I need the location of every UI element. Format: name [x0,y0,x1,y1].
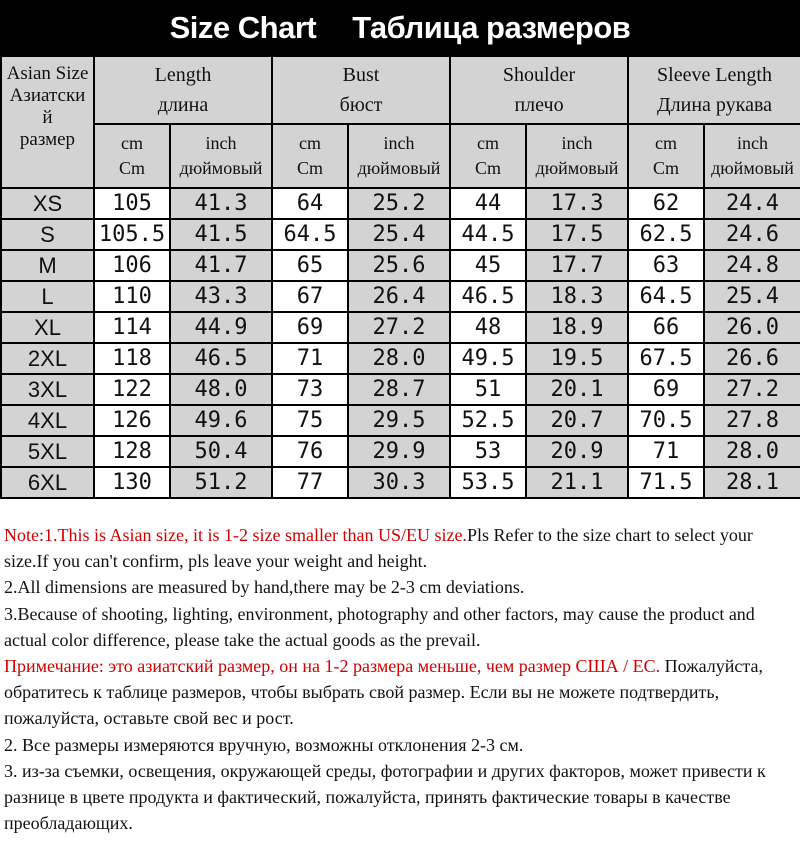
unit-cm-header [628,124,704,188]
cm-value-cell: 110 [94,281,170,312]
size-label-cell: L [1,281,94,312]
cm-value-cell: 53.5 [450,467,526,498]
cm-value-cell: 71 [628,436,704,467]
inch-value-cell: 29.5 [348,405,450,436]
table-body [1,56,800,498]
inch-value-cell: 50.4 [170,436,272,467]
cm-value-cell: 76 [272,436,348,467]
size-label-cell: 4XL [1,405,94,436]
cm-value-cell: 64.5 [272,219,348,250]
unit-cm-header [94,124,170,188]
cm-value-cell: 66 [628,312,704,343]
unit-label: inch [737,133,769,153]
note-ru-1-warning: Примечание: это азиатский размер, он на 1-2 размера меньше, чем размер США / ЕС. [4,656,661,677]
inch-value-cell: 24.4 [704,188,800,219]
unit-inch-header [704,124,800,188]
cm-value-cell: 126 [94,405,170,436]
table-row [1,405,800,436]
cm-value-cell: 63 [628,250,704,281]
table-row [1,436,800,467]
unit-inch-header [526,124,628,188]
table-row [1,467,800,498]
asian-size-label-line: размер [19,129,76,150]
size-label-cell: S [1,219,94,250]
size-label-cell: 2XL [1,343,94,374]
unit-label: inch [561,133,593,153]
size-label-cell: XS [1,188,94,219]
group-header-en: Length [154,64,212,86]
inch-value-cell: 25.2 [348,188,450,219]
cm-value-cell: 67 [272,281,348,312]
inch-value-cell: 20.1 [526,374,628,405]
unit-cm-header [450,124,526,188]
inch-value-cell: 20.7 [526,405,628,436]
inch-value-cell: 28.1 [704,467,800,498]
inch-value-cell: 26.0 [704,312,800,343]
cm-value-cell: 75 [272,405,348,436]
size-label-cell: XL [1,312,94,343]
inch-value-cell: 17.7 [526,250,628,281]
cm-value-cell: 67.5 [628,343,704,374]
cm-value-cell: 130 [94,467,170,498]
asian-size-header-cell [1,56,94,188]
cm-value-cell: 71 [272,343,348,374]
inch-value-cell: 44.9 [170,312,272,343]
unit-label: Cm [475,158,502,178]
inch-value-cell: 25.6 [348,250,450,281]
cm-value-cell: 77 [272,467,348,498]
table-row [1,219,800,250]
title-russian: Таблица размеров [352,9,631,45]
cm-value-cell: 44.5 [450,219,526,250]
inch-value-cell: 27.2 [704,374,800,405]
unit-label: дюймовый [357,158,441,178]
inch-value-cell: 41.7 [170,250,272,281]
inch-value-cell: 28.0 [704,436,800,467]
group-header-en: Shoulder [502,64,576,86]
unit-inch-header [170,124,272,188]
inch-value-cell: 24.8 [704,250,800,281]
table-row [1,343,800,374]
cm-value-cell: 105 [94,188,170,219]
inch-value-cell: 29.9 [348,436,450,467]
note-1-warning: Note:1.This is Asian size, it is 1-2 size smaller than US/EU size. [4,525,467,545]
unit-label: Cm [296,158,323,178]
group-header-en: Sleeve Length [657,64,772,86]
inch-value-cell: 48.0 [170,374,272,405]
size-label-cell: M [1,250,94,281]
group-header-ru: длина [157,94,209,116]
inch-value-cell: 49.6 [170,405,272,436]
unit-label: inch [205,133,237,153]
cm-value-cell: 114 [94,312,170,343]
inch-value-cell: 51.2 [170,467,272,498]
shoulder-group-header [450,56,628,124]
cm-value-cell: 106 [94,250,170,281]
cm-value-cell: 73 [272,374,348,405]
inch-value-cell: 30.3 [348,467,450,498]
cm-value-cell: 64.5 [628,281,704,312]
length-group-header [94,56,272,124]
cm-value-cell: 118 [94,343,170,374]
inch-value-cell: 17.3 [526,188,628,219]
inch-value-cell: 26.6 [704,343,800,374]
table-row [1,281,800,312]
unit-label: cm [299,133,321,153]
unit-label: Cm [653,158,680,178]
cm-value-cell: 64 [272,188,348,219]
unit-label: дюймовый [179,158,263,178]
inch-value-cell: 28.7 [348,374,450,405]
unit-label: cm [121,133,143,153]
inch-value-cell: 20.9 [526,436,628,467]
note-ru-3: 3. из-за съемки, освещения, окружающей среды, фотографии и других факторов, может привести к разнице в цвете продукта и фактический, пожалуйста, принять фактические товары в качестве преобладающих. [4,760,766,834]
notes-section [4,522,798,836]
cm-value-cell: 71.5 [628,467,704,498]
inch-value-cell: 25.4 [704,281,800,312]
note-3: 3.Because of shooting, lighting, environment, photography and other factors, may cause the product and actual color difference, please take the actual goods as the prevail. [4,603,755,650]
group-header-row [1,56,800,124]
table-row [1,250,800,281]
asian-size-label-line: й [42,107,53,128]
inch-value-cell: 25.4 [348,219,450,250]
asian-size-label-line: Asian Size [6,63,89,84]
unit-cm-header [272,124,348,188]
unit-label: дюймовый [711,158,794,178]
unit-label: дюймовый [535,158,619,178]
cm-value-cell: 70.5 [628,405,704,436]
note-1-text: Pls Refer to the size chart to select your size.If you can't confirm, pls leave your weight and height. [4,525,753,572]
inch-value-cell: 43.3 [170,281,272,312]
cm-value-cell: 128 [94,436,170,467]
cm-value-cell: 51 [450,374,526,405]
inch-value-cell: 27.2 [348,312,450,343]
size-table [0,55,800,499]
note-ru-1 [4,653,798,732]
group-header-ru: плечо [514,94,564,116]
cm-value-cell: 62 [628,188,704,219]
inch-value-cell: 24.6 [704,219,800,250]
cm-value-cell: 44 [450,188,526,219]
group-header-en: Bust [342,64,380,86]
cm-value-cell: 49.5 [450,343,526,374]
inch-value-cell: 18.9 [526,312,628,343]
cm-value-cell: 52.5 [450,405,526,436]
unit-label: cm [655,133,678,153]
inch-value-cell: 41.3 [170,188,272,219]
sleeve-length-group-header [628,56,800,124]
table-row [1,188,800,219]
cm-value-cell: 65 [272,250,348,281]
inch-value-cell: 19.5 [526,343,628,374]
unit-label: inch [383,133,415,153]
cm-value-cell: 62.5 [628,219,704,250]
inch-value-cell: 27.8 [704,405,800,436]
unit-header-row [1,124,800,188]
size-label-cell: 6XL [1,467,94,498]
note-ru-1-text: Пожалуйста, обратитесь к таблице размеров, чтобы выбрать свой размер. Если вы не можете подтвердить, пожалуйста, оставьте свой вес и рост. [4,656,763,729]
inch-value-cell: 17.5 [526,219,628,250]
cm-value-cell: 105.5 [94,219,170,250]
bust-group-header [272,56,450,124]
cm-value-cell: 45 [450,250,526,281]
inch-value-cell: 26.4 [348,281,450,312]
size-chart-header [0,0,800,55]
cm-value-cell: 122 [94,374,170,405]
inch-value-cell: 41.5 [170,219,272,250]
table-row [1,374,800,405]
cm-value-cell: 53 [450,436,526,467]
unit-label: cm [477,133,500,153]
inch-value-cell: 46.5 [170,343,272,374]
note-1 [4,522,798,574]
asian-size-label-line: Азиатски [9,85,86,106]
table-row [1,312,800,343]
cm-value-cell: 46.5 [450,281,526,312]
cm-value-cell: 69 [628,374,704,405]
size-label-cell: 3XL [1,374,94,405]
title-english: Size Chart [169,9,317,45]
note-ru-2: 2. Все размеры измеряются вручную, возможны отклонения 2-3 см. [4,734,524,755]
size-label-cell: 5XL [1,436,94,467]
cm-value-cell: 48 [450,312,526,343]
inch-value-cell: 28.0 [348,343,450,374]
unit-label: Cm [118,158,145,178]
inch-value-cell: 21.1 [526,467,628,498]
group-header-ru: Длина рукава [657,94,773,116]
group-header-ru: бюст [339,94,383,116]
unit-inch-header [348,124,450,188]
note-2: 2.All dimensions are measured by hand,there may be 2-3 cm deviations. [4,577,525,598]
cm-value-cell: 69 [272,312,348,343]
inch-value-cell: 18.3 [526,281,628,312]
